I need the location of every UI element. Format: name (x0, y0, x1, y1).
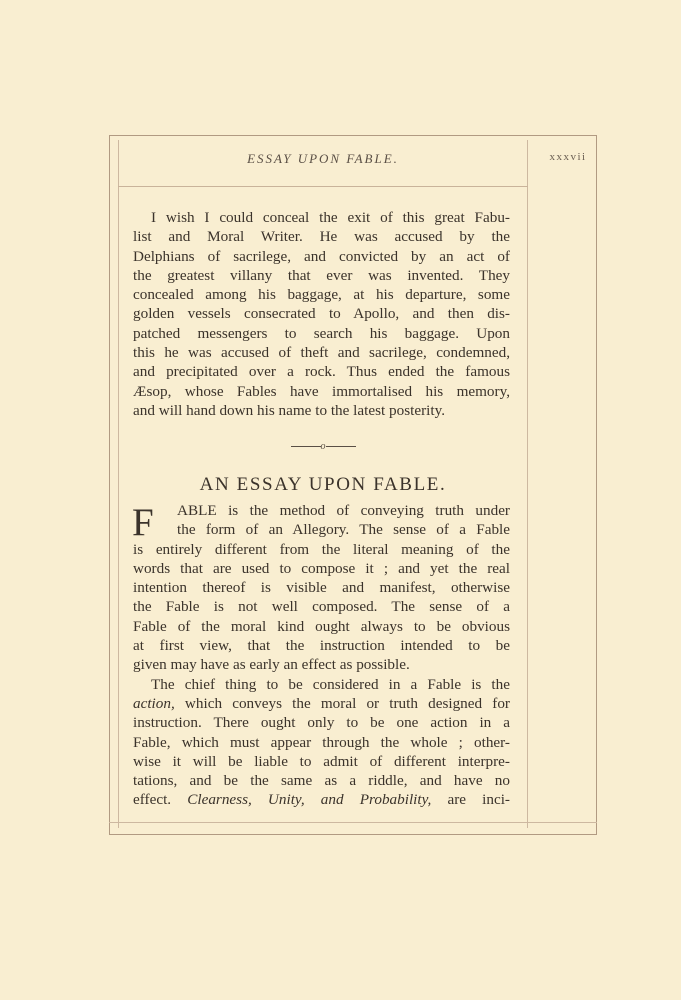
paragraph-line: Fable, which must appear through the whole ; other- (133, 733, 510, 751)
paragraph-line: the Fable is not well composed. The sense of a (133, 598, 510, 616)
paragraph-line: and precipitated over a rock. Thus ended the famous (133, 363, 510, 381)
line-text: are inci- (431, 791, 510, 809)
paragraph-line: is entirely different from the literal meaning of the (133, 540, 510, 558)
paragraph-line: Fable of the moral kind ought always to be obvious (133, 617, 510, 635)
header-rule (118, 186, 528, 187)
paragraph-line: instruction. There ought only to be one action in a (133, 714, 510, 732)
running-title: ESSAY UPON FABLE. (247, 151, 399, 166)
frame-rule-left (118, 140, 119, 828)
drop-cap: F (132, 501, 154, 544)
paragraph-line: list and Moral Writer. He was accused by the (133, 228, 510, 246)
first-paragraph (133, 208, 510, 420)
frame-rule-bottom (109, 822, 597, 823)
paragraph-line (133, 790, 510, 809)
ornament-rule-right (326, 446, 356, 447)
paragraph-line: I wish I could conceal the exit of this great Fabu- (151, 209, 510, 226)
italic-word: action, (133, 694, 175, 712)
section-ornament (283, 441, 363, 452)
ornament-rule-left (291, 446, 321, 447)
paragraph-line: and will hand down his name to the latest posterity. (133, 401, 445, 419)
frame-rule-right (527, 140, 528, 828)
line-text: which conveys the moral or truth designed for (174, 694, 510, 712)
paragraph-line: the form of an Allegory. The sense of a Fable (177, 521, 510, 539)
paragraph-line: golden vessels consecrated to Apollo, and then dis- (133, 305, 510, 323)
page-number: xxxvii (549, 151, 587, 163)
paragraph-line: at first view, that the instruction intended to be (133, 637, 510, 655)
paragraph-line: wise it will be liable to admit of different interpre- (133, 752, 510, 770)
paragraph-line: concealed among his baggage, at his departure, some (133, 286, 510, 304)
line-text: effect. (133, 791, 188, 809)
section-title: AN ESSAY UPON FABLE. (199, 474, 447, 495)
paragraph-line: the greatest villany that ever was invented. They (133, 266, 510, 284)
paragraph-line: this he was accused of theft and sacrilege, condemned, (133, 344, 510, 362)
paragraph-line: ABLE is the method of conveying truth under (177, 502, 510, 519)
paragraph-line: words that are used to compose it ; and yet the real (133, 559, 510, 577)
paragraph-line: patched messengers to search his baggage. Upon (133, 324, 510, 342)
second-paragraph (133, 501, 510, 810)
paragraph-line: Æsop, whose Fables have immortalised his memory, (133, 382, 510, 400)
italic-phrase: Clearness, Unity, and Probability, (187, 791, 432, 809)
paragraph-line: intention thereof is visible and manifest, otherwise (133, 579, 510, 597)
ornament-glyph: o (320, 441, 326, 452)
paragraph-line: given may have as early an effect as possible. (133, 656, 410, 674)
paragraph-line (133, 694, 510, 713)
paragraph-line: The chief thing to be considered in a Fable is the (151, 675, 510, 693)
paragraph-line: tations, and be the same as a riddle, and have no (133, 772, 510, 790)
paragraph-line: Delphians of sacrilege, and convicted by an act of (133, 247, 510, 265)
